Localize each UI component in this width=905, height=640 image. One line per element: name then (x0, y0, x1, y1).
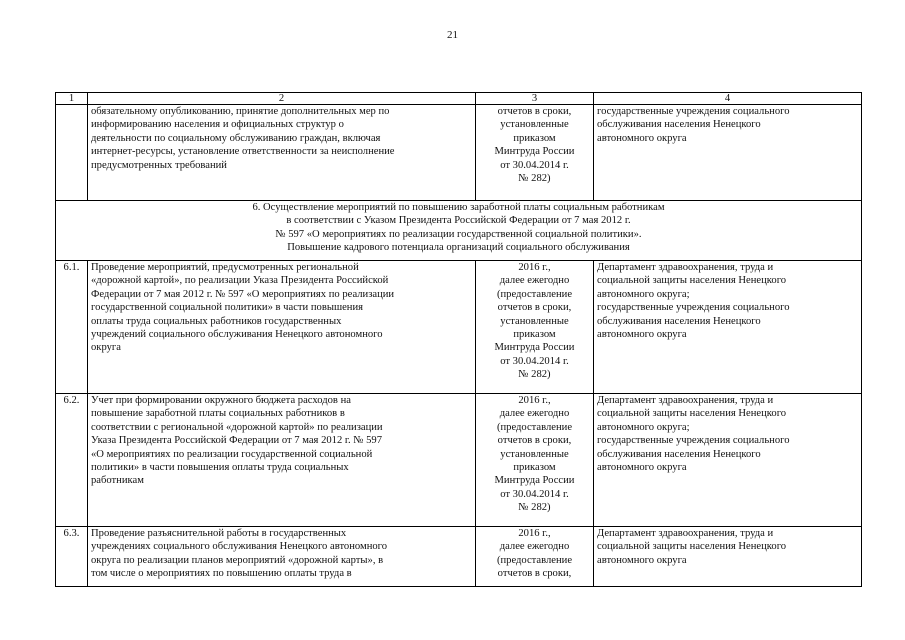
measure-description: Учет при формировании окружного бюджета расходов на повышение заработной платы социальных работников в соответствии с региональной «дорожной картой» по реализации Указа Президента Российской Федерации от 7 мая 2012 г. № 597 «О мероприятиях по реализации государственной социальной политики» в части повышения оплаты труда социальных работникам (88, 394, 476, 527)
deadline-cell: 2016 г., далее ежегодно (предоставление отчетов в сроки, установленные приказом Минтруда России от 30.04.2014 г. № 282) (476, 261, 594, 394)
measures-table (55, 92, 862, 587)
page-number: 21 (447, 29, 458, 41)
table-row (56, 261, 862, 394)
table-row (56, 105, 862, 201)
column-header-3: 3 (476, 93, 594, 105)
row-number: 6.2. (56, 394, 88, 527)
measure-description: Проведение мероприятий, предусмотренных региональной «дорожной картой», по реализации Указа Президента Российской Федерации от 7 мая 2012 г. № 597 «О мероприятиях по реализации государственной социальной политики» в части повышения оплаты труда социальных работников государственных учреждений социального обслуживания Ненецкого автономного округа (88, 261, 476, 394)
deadline-cell: 2016 г., далее ежегодно (предоставление отчетов в сроки, установленные приказом Минтруда России от 30.04.2014 г. № 282) (476, 394, 594, 527)
measure-description: обязательному опубликованию, принятие дополнительных мер по информированию населения и официальных структур о деятельности по социальному обслуживанию граждан, включая интернет-ресурсы, установление ответственности за неисполнение предусмотренных требований (88, 105, 476, 201)
responsible-cell: государственные учреждения социального обслуживания населения Ненецкого автономного округа (594, 105, 862, 201)
responsible-cell: Департамент здравоохранения, труда и социальной защиты населения Ненецкого автономного округа (594, 527, 862, 587)
table-row (56, 394, 862, 527)
table-row (56, 527, 862, 587)
section-heading: 6. Осуществление мероприятий по повышению заработной платы социальным работникам в соответствии с Указом Президента Российской Федерации от 7 мая 2012 г. № 597 «О мероприятиях по реализации государственной социальной политики». Повышение кадрового потенциала организаций социального обслуживания (56, 201, 862, 261)
measure-description: Проведение разъяснительной работы в государственных учреждениях социального обслуживания Ненецкого автономного округа по реализации планов мероприятий «дорожной карты», в том числе о мероприятиях по повышению оплаты труда в (88, 527, 476, 587)
deadline-cell: 2016 г., далее ежегодно (предоставление отчетов в сроки, (476, 527, 594, 587)
responsible-cell: Департамент здравоохранения, труда и социальной защиты населения Ненецкого автономного округа; государственные учреждения социального обслуживания населения Ненецкого автономного округа (594, 261, 862, 394)
section-row (56, 201, 862, 261)
deadline-cell: отчетов в сроки, установленные приказом Минтруда России от 30.04.2014 г. № 282) (476, 105, 594, 201)
row-number: 6.1. (56, 261, 88, 394)
responsible-cell: Департамент здравоохранения, труда и социальной защиты населения Ненецкого автономного округа; государственные учреждения социального обслуживания населения Ненецкого автономного округа (594, 394, 862, 527)
column-header-4: 4 (594, 93, 862, 105)
column-header-1: 1 (56, 93, 88, 105)
column-header-row (56, 93, 862, 105)
row-number: 6.3. (56, 527, 88, 587)
row-number (56, 105, 88, 201)
column-header-2: 2 (88, 93, 476, 105)
